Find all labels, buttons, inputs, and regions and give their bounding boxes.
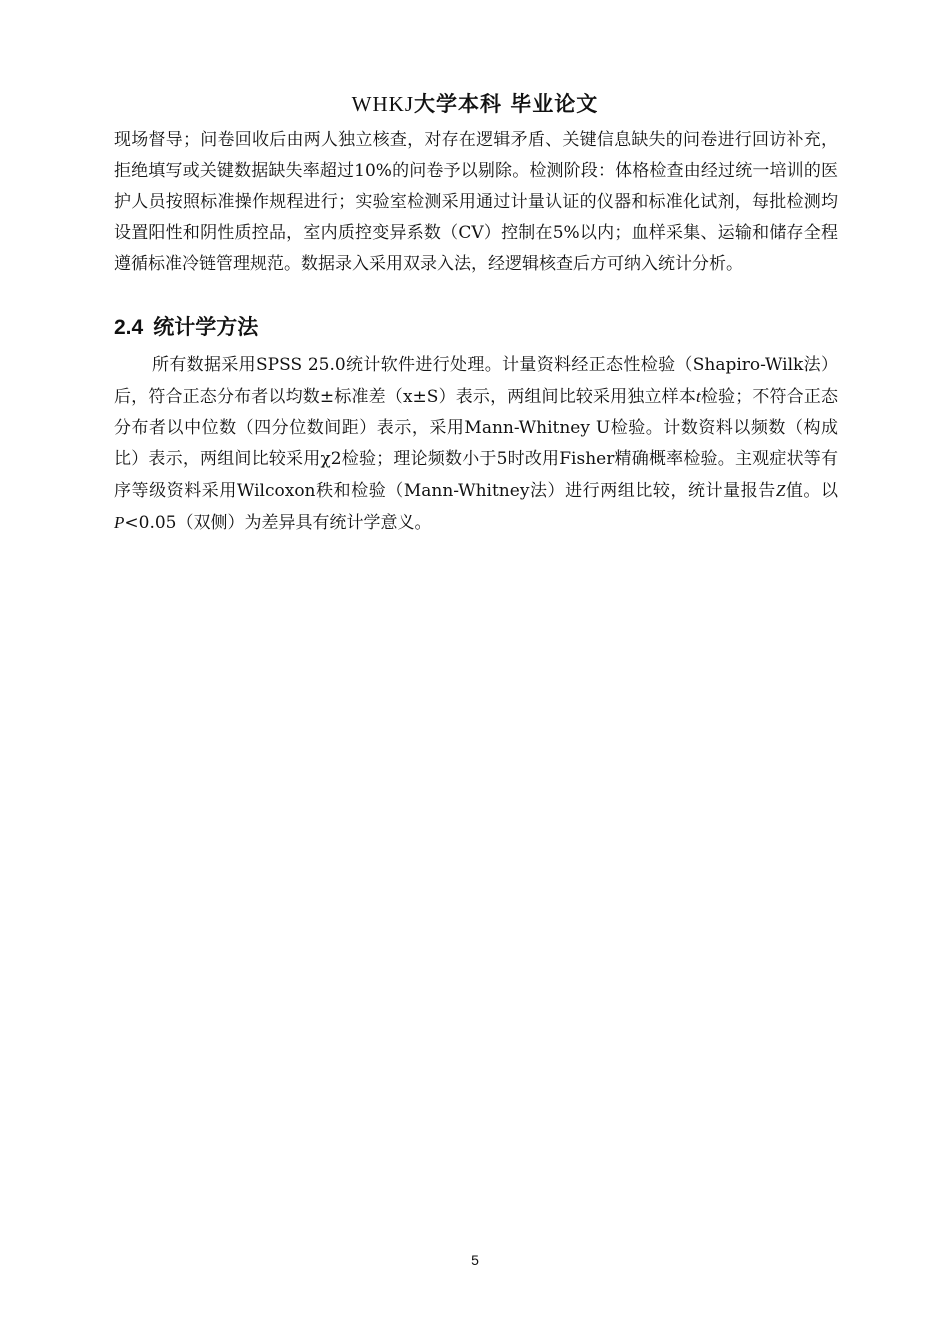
paragraph-text-segment: 检验；不符合正态分布者以中位数（四分位数间距）表示，采用Mann-Whitney U检验。计数资料以频数（构成比）表示，两组间比较采用χ2检验；理论频数小于5时改用Fisher精确概率检验。主观症状等有序等级资料采用Wilcoxon秩和检验（Mann-Whitney法）进行两组比较，统计量报告 [114, 387, 838, 501]
italic-p-symbol: P [114, 513, 125, 532]
paragraph-text-segment: <0.05（双侧）为差异具有统计学意义。 [124, 513, 432, 533]
italic-z-symbol: Z [775, 481, 786, 500]
header-latin-text: WHKJ [351, 92, 414, 116]
header-title-text: 大学本科 毕业论文 [414, 91, 599, 116]
running-header [0, 88, 950, 118]
section-number: 2.4 [114, 316, 144, 339]
paragraph-text-segment: 值。以 [785, 481, 838, 501]
paragraph-text-segment: 所有数据采用SPSS 25.0统计软件进行处理。计量资料经正态性检验（Shapiro-Wilk法）后，符合正态分布者以均数±标准差（x±S）表示，两组间比较采用独立样本 [114, 355, 838, 407]
page-number: 5 [471, 1252, 479, 1268]
italic-t-symbol: t [695, 387, 701, 406]
section-title: 统计学方法 [153, 315, 259, 339]
paragraph-statistical-methods [114, 350, 838, 539]
section-heading [114, 311, 258, 344]
paragraph-quality-control: 现场督导；问卷回收后由两人独立核查，对存在逻辑矛盾、关键信息缺失的问卷进行回访补充，拒绝填写或关键数据缺失率超过10%的问卷予以剔除。检测阶段：体格检查由经过统一培训的医护人员按照标准操作规程进行；实验室检测采用通过计量认证的仪器和标准化试剂，每批检测均设置阳性和阴性质控品，室内质控变异系数（CV）控制在5%以内；血样采集、运输和储存全程遵循标准冷链管理规范。数据录入采用双录入法，经逻辑核查后方可纳入统计分析。 [114, 130, 838, 274]
